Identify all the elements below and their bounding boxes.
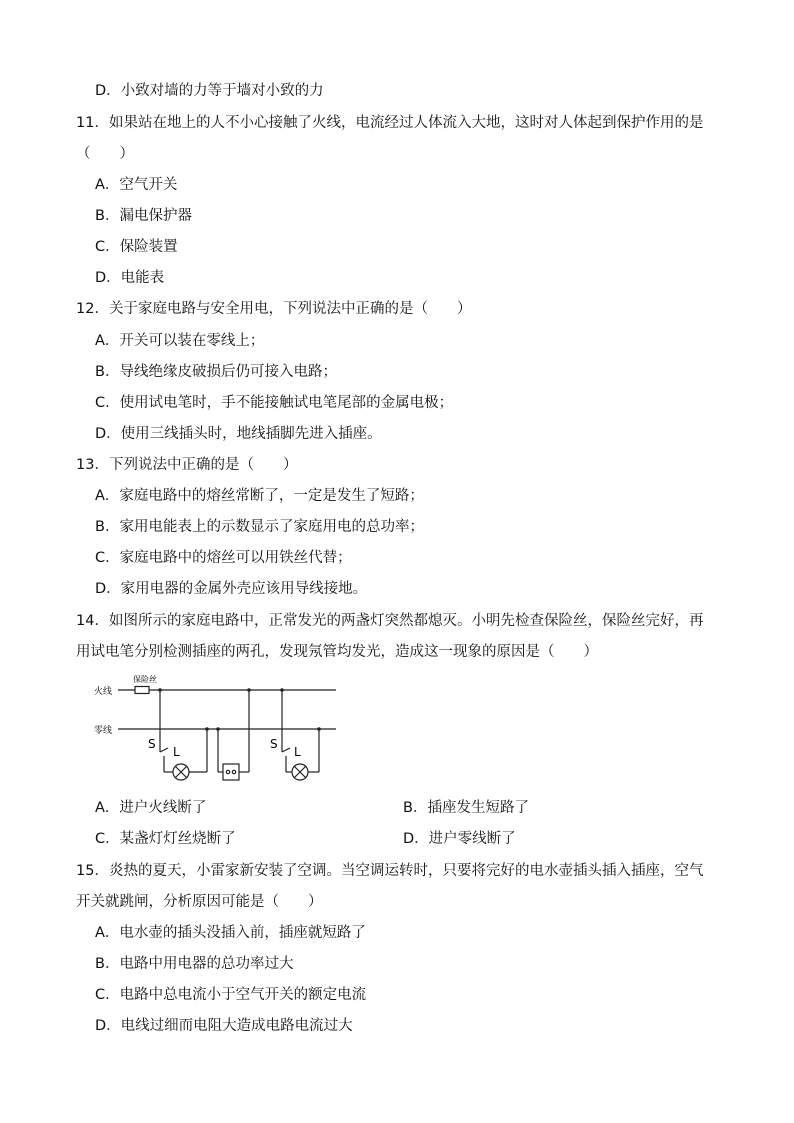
q15-stem: 15．炎热的夏天，小雷家新安装了空调。当空调运转时，只要将完好的电水壶插头插入插座，空气 bbox=[76, 863, 704, 879]
q15-option-b: B．电路中用电器的总功率过大 bbox=[95, 956, 294, 972]
q14-option-c: C．某盏灯灯丝烧断了 bbox=[95, 831, 236, 847]
neutral-wire-label: 零线 bbox=[94, 726, 113, 736]
q13-option-a: A．家庭电路中的熔丝常断了，一定是发生了短路； bbox=[95, 488, 424, 504]
fuse-label: 保险丝 bbox=[133, 675, 157, 684]
lamp-label-1: L bbox=[173, 745, 180, 759]
q12-stem: 12．关于家庭电路与安全用电，下列说法中正确的是（ ） bbox=[76, 301, 472, 317]
q14-option-b: B．插座发生短路了 bbox=[403, 800, 529, 816]
q11-option-d: D．电能表 bbox=[95, 270, 165, 286]
q12-option-b: B．导线绝缘皮破损后仍可接入电路； bbox=[95, 364, 337, 380]
q15-option-c: C．电路中总电流小于空气开关的额定电流 bbox=[95, 987, 367, 1003]
q15-option-d: D．电线过细而电阻大造成电路电流过大 bbox=[95, 1018, 353, 1034]
q15-stem-cont: 开关就跳闸，分析原因可能是（ ） bbox=[76, 894, 323, 910]
q13-stem: 13．下列说法中正确的是（ ） bbox=[76, 457, 298, 473]
switch-label-1: S bbox=[148, 737, 156, 751]
q11-option-a: A．空气开关 bbox=[95, 177, 178, 193]
q12-option-d: D．使用三线插头时，地线插脚先进入插座。 bbox=[95, 426, 382, 442]
q14-stem: 14．如图所示的家庭电路中，正常发光的两盏灯突然都熄灭。小明先检查保险丝，保险丝完好，再 bbox=[76, 613, 704, 629]
q12-option-c: C．使用试电笔时，手不能接触试电笔尾部的金属电极； bbox=[95, 395, 454, 411]
live-wire-label: 火线 bbox=[94, 687, 113, 697]
q14-stem-cont: 用试电笔分别检测插座的两孔，发现氖管均发光，造成这一现象的原因是（ ） bbox=[76, 644, 598, 660]
q11-option-c: C．保险装置 bbox=[95, 239, 178, 255]
q11-stem-blank: （ ） bbox=[76, 146, 134, 162]
q13-option-d: D．家用电器的金属外壳应该用导线接地。 bbox=[95, 581, 368, 597]
q10-option-d: D．小致对墙的力等于墙对小致的力 bbox=[95, 83, 324, 99]
q15-option-a: A．电水壶的插头没插入前，插座就短路了 bbox=[95, 925, 366, 941]
q11-option-b: B．漏电保护器 bbox=[95, 208, 192, 224]
q11-stem: 11．如果站在地上的人不小心接触了火线，电流经过人体流入大地，这时对人体起到保护作用的是 bbox=[76, 115, 704, 131]
q12-option-a: A．开关可以装在零线上； bbox=[95, 333, 265, 349]
q14-option-a: A．进户火线断了 bbox=[95, 800, 207, 816]
lamp-label-2: L bbox=[294, 745, 301, 759]
switch-label-2: S bbox=[270, 737, 278, 751]
q14-option-d: D．进户零线断了 bbox=[403, 831, 516, 847]
q13-option-c: C．家庭电路中的熔丝可以用铁丝代替； bbox=[95, 550, 352, 566]
q13-option-b: B．家用电能表上的示数显示了家庭用电的总功率； bbox=[95, 519, 424, 535]
circuit-diagram bbox=[90, 672, 345, 787]
